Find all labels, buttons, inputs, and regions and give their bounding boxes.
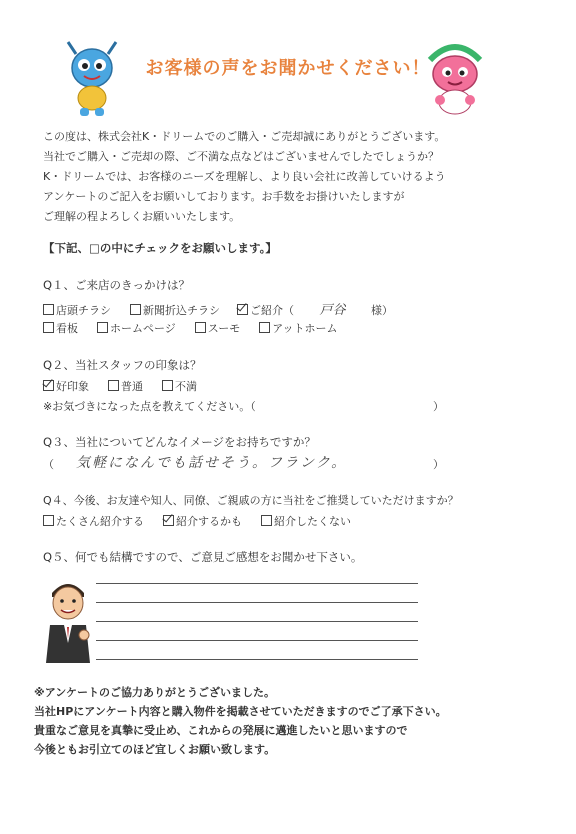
q3-open-paren: （	[43, 458, 54, 471]
q4-checkbox-maybe[interactable]	[163, 515, 174, 526]
closing-line: 今後ともお引立てのほど宜しくお願い致します。	[34, 743, 276, 756]
q2-comment-close: ）	[433, 400, 444, 413]
closing-text	[34, 683, 447, 759]
q1-referral-name: 戸谷	[319, 303, 346, 318]
q1-label-newspaper-flyer: 新聞折込チラシ	[143, 304, 220, 317]
closing-line: 当社HPにアンケート内容と購入物件を掲載させていただきますのでご了承下さい。	[34, 705, 447, 718]
q1-checkbox-newspaper-flyer[interactable]	[130, 304, 141, 315]
q2-options	[43, 378, 197, 394]
q2-label-good: 好印象	[56, 380, 89, 393]
q5-answer-line[interactable]	[96, 640, 418, 641]
q1-label-athome: アットホーム	[272, 322, 338, 335]
q2-checkbox-dissatisfied[interactable]	[162, 380, 173, 391]
q3-question: Q３、当社についてどんなイメージをお持ちですか？	[43, 435, 316, 449]
q2-checkbox-good[interactable]	[43, 380, 54, 391]
q5-question: Q５、何でも結構ですので、ご意見ご感想をお聞かせ下さい。	[43, 550, 363, 564]
intro-line: K・ドリームでは、お客様のニーズを理解し、より良い会社に改善していけるよう	[43, 170, 446, 183]
q4-question: Q４、今後、お友達や知人、同僚、ご親戚の方に当社をご推奨していただけますか？	[43, 494, 459, 507]
q4-checkbox-no[interactable]	[261, 515, 272, 526]
q5-answer-line[interactable]	[96, 583, 418, 584]
q1-checkbox-storefront-flyer[interactable]	[43, 304, 54, 315]
q4-options	[43, 513, 351, 529]
q1-checkbox-signboard[interactable]	[43, 322, 54, 333]
q1-row2	[43, 320, 337, 336]
q5-answer-line[interactable]	[96, 621, 418, 622]
q1-referral-suffix: 様）	[371, 304, 393, 317]
q2-label-average: 普通	[121, 380, 143, 393]
page-title: お客様の声をお聞かせください！	[145, 58, 431, 79]
q4-label-maybe: 紹介するかも	[176, 515, 242, 528]
q1-checkbox-homepage[interactable]	[97, 322, 108, 333]
q5-answer-line[interactable]	[96, 659, 418, 660]
q2-comment-prompt: ※お気づきになった点を教えてください。（	[43, 400, 256, 413]
q1-label-storefront-flyer: 店頭チラシ	[56, 304, 111, 317]
intro-line: この度は、株式会社K・ドリームでのご購入・ご売却誠にありがとうございます。	[43, 130, 446, 143]
q2-label-dissatisfied: 不満	[175, 380, 197, 393]
q2-question: Q２、当社スタッフの印象は？	[43, 358, 202, 372]
q4-checkbox-many[interactable]	[43, 515, 54, 526]
closing-line: ※アンケートのご協力ありがとうございました。	[34, 686, 276, 699]
q1-question: Q１、ご来店のきっかけは？	[43, 278, 191, 292]
staff-illustration-icon	[40, 573, 96, 663]
q3-answer: 気軽になんでも話せそう。フランク。	[76, 455, 348, 471]
intro-line: アンケートのご記入をお願いしております。お手数をお掛けいたしますが	[43, 190, 405, 203]
q3-close-paren: ）	[433, 458, 444, 471]
q1-label-signboard: 看板	[56, 322, 78, 335]
q4-label-many: たくさん紹介する	[56, 515, 144, 528]
closing-line: 貴重なご意見を真摯に受止め、これからの発展に邁進したいと思いますので	[34, 724, 408, 737]
intro-line: 当社でご購入・ご売却の際、ご不満な点などはございませんでしたでしょうか？	[43, 150, 439, 163]
q1-checkbox-athome[interactable]	[259, 322, 270, 333]
q5-answer-line[interactable]	[96, 602, 418, 603]
intro-text	[43, 127, 446, 227]
q1-label-referral: ご紹介（	[250, 304, 294, 317]
q1-row1	[43, 299, 393, 318]
q1-label-suumo: スーモ	[207, 322, 241, 335]
q4-label-no: 紹介したくない	[274, 515, 351, 528]
instruction: 【下記、□の中にチェックをお願いします。】	[43, 241, 277, 255]
q2-checkbox-average[interactable]	[108, 380, 119, 391]
q1-checkbox-suumo[interactable]	[195, 322, 206, 333]
q1-label-homepage: ホームページ	[110, 322, 176, 335]
q1-checkbox-referral[interactable]	[237, 304, 248, 315]
intro-line: ご理解の程よろしくお願いいたします。	[43, 210, 241, 223]
